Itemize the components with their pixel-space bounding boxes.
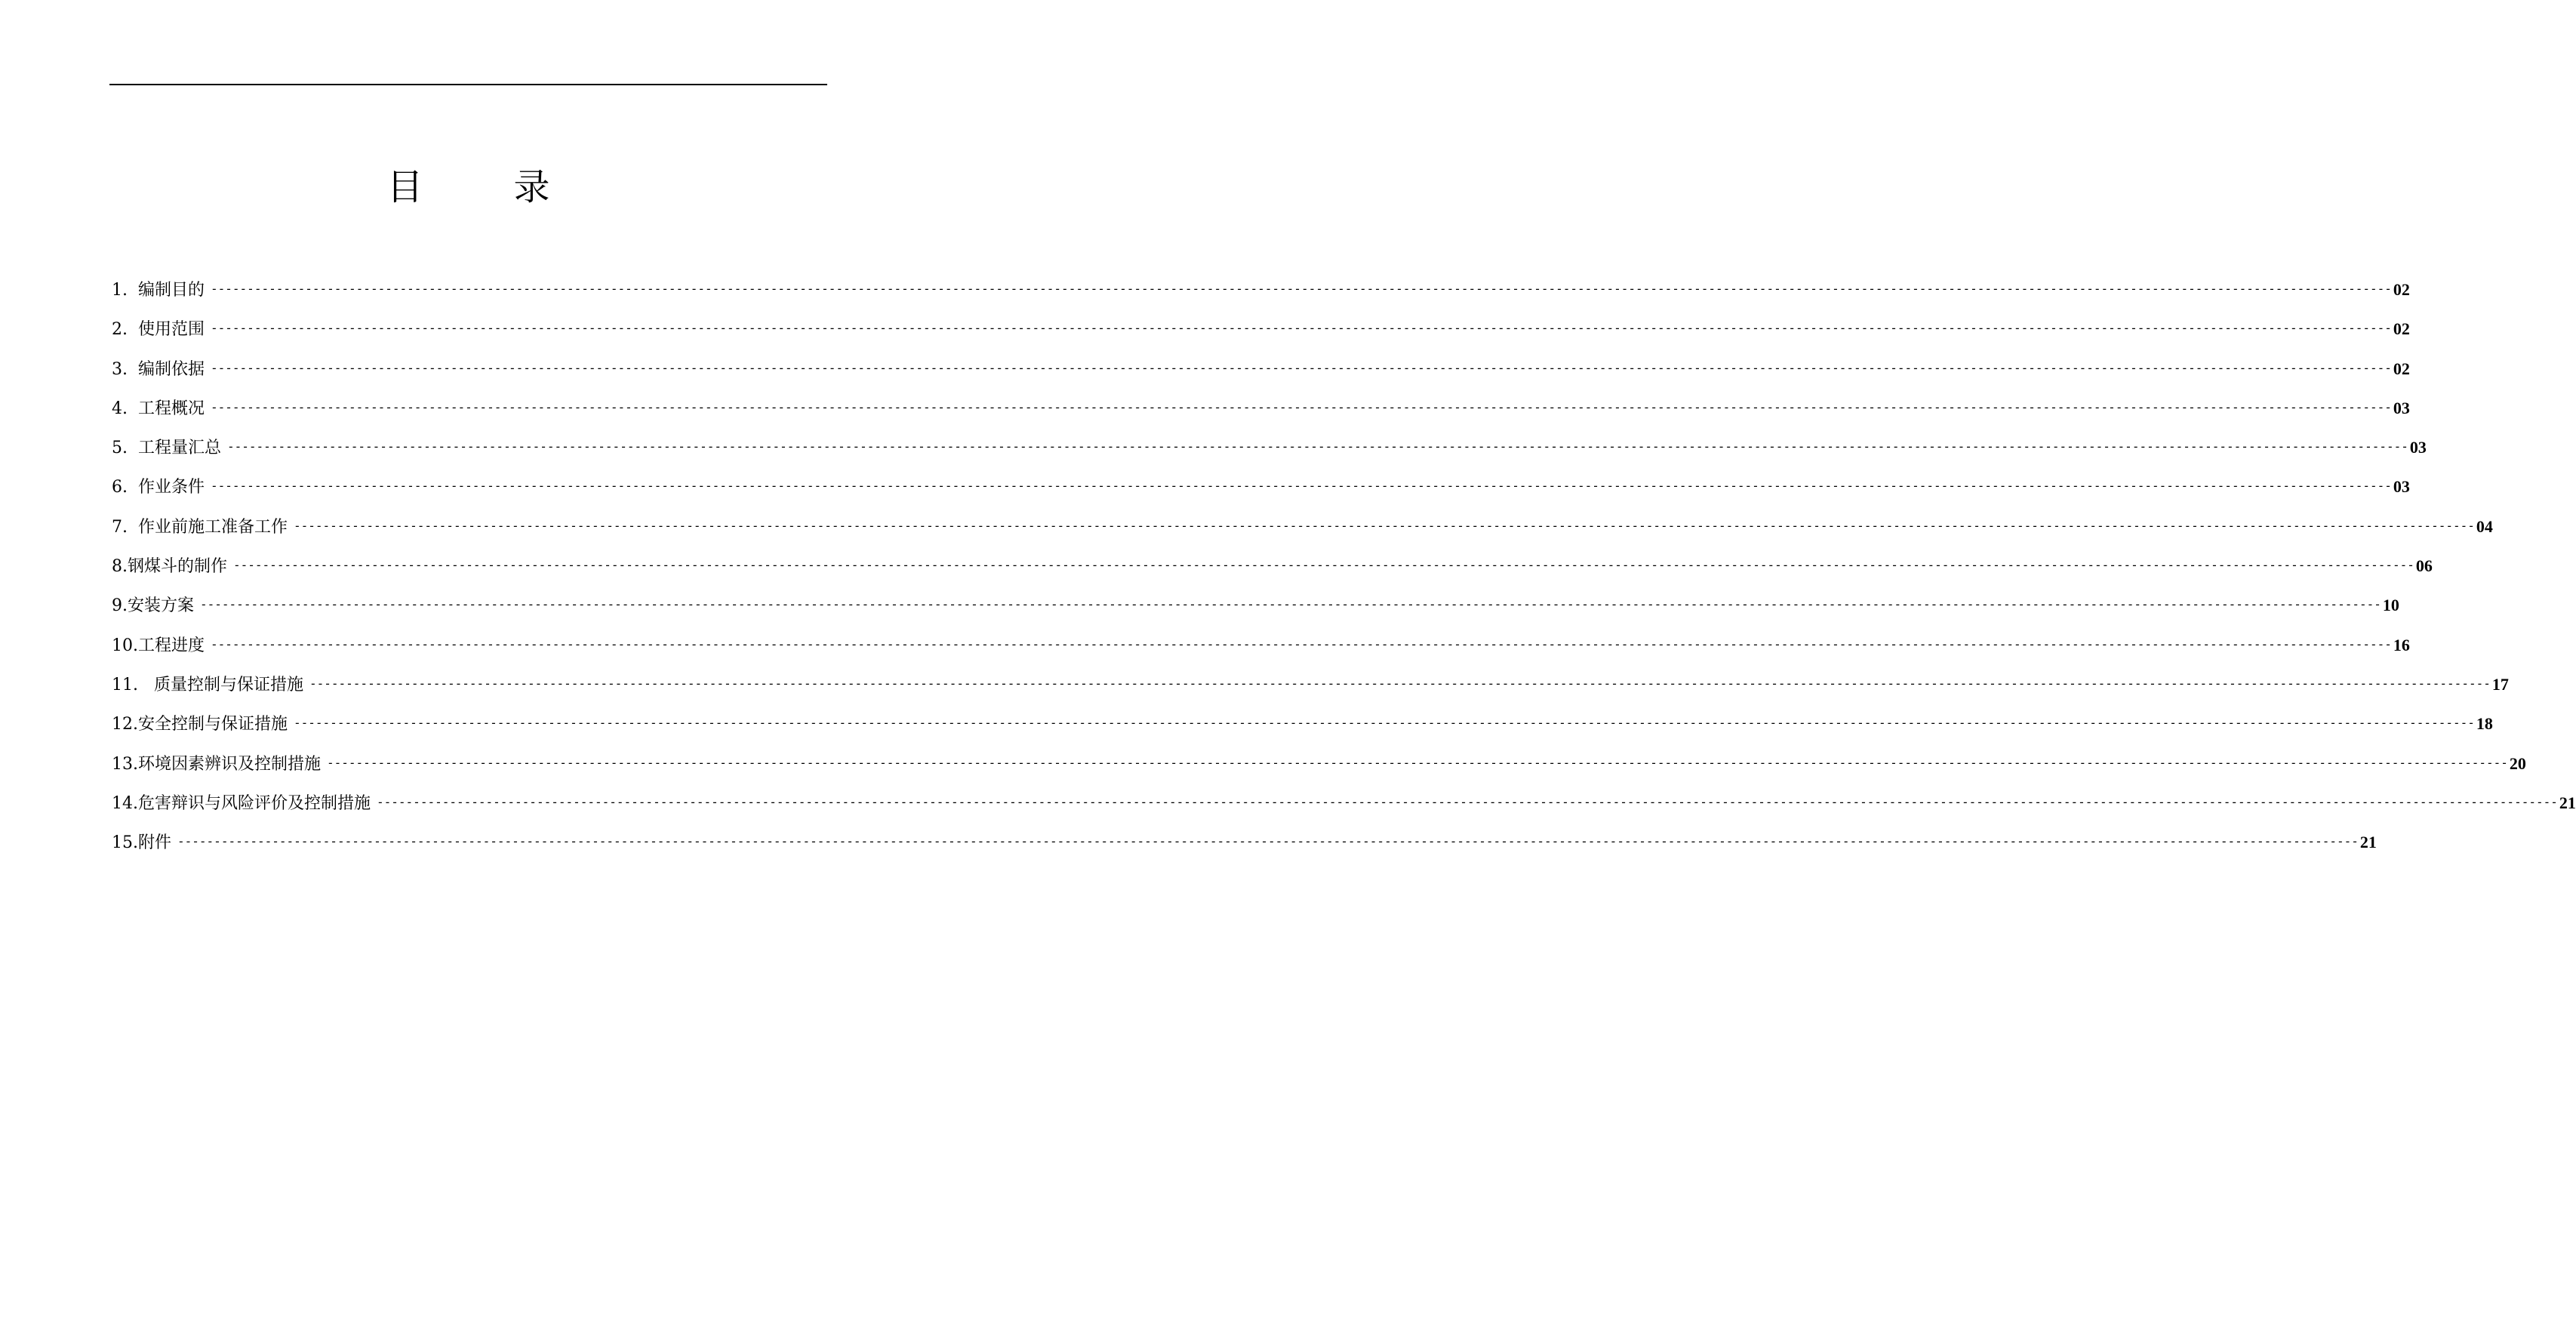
toc-entry-page-number: 03 — [2393, 398, 2410, 417]
toc-entry-page-number: 06 — [2415, 556, 2433, 576]
toc-entry-label: 工程进度 — [138, 636, 205, 655]
toc-entry-label: 危害辩识与风险评价及控制措施 — [138, 793, 371, 813]
toc-entry-spacer — [128, 350, 138, 390]
toc-leader-dashes: ------------------------------------------------------------------------------------------------------------------------------------------------------------------------------------------------------------------------------------------------------------------------------------------------------------ — [200, 597, 2381, 612]
toc-entry-page-number: 21 — [2559, 793, 2576, 812]
toc-leader-dashes: ------------------------------------------------------------------------------------------------------------------------------------------------------------------------------------------------------------------------------------------------------------------------------------------------------------ — [177, 834, 2359, 849]
toc-entry-page-number: 20 — [2509, 753, 2526, 773]
toc-leader-dashes: ------------------------------------------------------------------------------------------------------------------------------------------------------------------------------------------------------------------------------------------------------------------------------------------------------------ — [233, 558, 2414, 573]
toc-entry-number: 9. — [112, 596, 128, 616]
toc-entry-page-number: 02 — [2393, 359, 2410, 378]
toc-entry[interactable] — [112, 349, 2410, 389]
toc-entry-page-number: 16 — [2393, 635, 2410, 654]
toc-leader-dashes: ------------------------------------------------------------------------------------------------------------------------------------------------------------------------------------------------------------------------------------------------------------------------------------------------------------ — [227, 439, 2408, 454]
toc-entry-label: 使用范围 — [138, 320, 205, 340]
toc-entry[interactable] — [112, 704, 2493, 744]
toc-leader-dashes: ------------------------------------------------------------------------------------------------------------------------------------------------------------------------------------------------------------------------------------------------------------------------------------------------------------ — [211, 636, 2392, 651]
toc-entry-spacer — [128, 429, 138, 468]
toc-entry-page-number: 18 — [2476, 714, 2493, 734]
toc-leader-dashes: ------------------------------------------------------------------------------------------------------------------------------------------------------------------------------------------------------------------------------------------------------------------------------------------------------------ — [327, 755, 2508, 770]
toc-leader-dashes: ------------------------------------------------------------------------------------------------------------------------------------------------------------------------------------------------------------------------------------------------------------------------------------------------------------ — [294, 518, 2475, 533]
toc-entry[interactable] — [112, 507, 2493, 547]
toc-entry-number: 4. — [112, 399, 128, 418]
toc-entry-label: 钢煤斗的制作 — [128, 557, 228, 577]
toc-entry[interactable] — [112, 547, 2433, 586]
toc-entry-spacer — [128, 390, 138, 429]
toc-entry-spacer — [138, 666, 154, 705]
toc-entry-number: 1. — [112, 281, 128, 300]
toc-entry-label: 安全控制与保证措施 — [138, 715, 288, 734]
toc-entry[interactable] — [112, 784, 2576, 823]
toc-entry-number: 12. — [112, 715, 138, 734]
toc-entry[interactable] — [112, 389, 2410, 428]
table-of-contents — [112, 270, 2576, 862]
toc-entry-spacer — [128, 271, 138, 310]
toc-entry-number: 7. — [112, 517, 128, 537]
toc-entry[interactable] — [112, 467, 2410, 507]
toc-entry[interactable] — [112, 626, 2410, 665]
toc-entry-label: 环境因素辨识及控制措施 — [138, 754, 322, 774]
toc-entry-label: 编制目的 — [138, 281, 205, 300]
toc-entry-label: 安装方案 — [128, 596, 195, 616]
toc-entry-spacer — [128, 508, 138, 547]
toc-leader-dashes: ------------------------------------------------------------------------------------------------------------------------------------------------------------------------------------------------------------------------------------------------------------------------------------------------------------ — [211, 282, 2392, 296]
toc-entry-number: 13. — [112, 754, 138, 774]
toc-entry[interactable] — [112, 428, 2427, 467]
toc-entry-label: 质量控制与保证措施 — [153, 675, 303, 694]
toc-leader-dashes: ------------------------------------------------------------------------------------------------------------------------------------------------------------------------------------------------------------------------------------------------------------------------------------------------------------ — [211, 479, 2392, 494]
toc-entry-page-number: 17 — [2491, 674, 2509, 694]
page-title — [0, 165, 937, 210]
toc-leader-dashes: ------------------------------------------------------------------------------------------------------------------------------------------------------------------------------------------------------------------------------------------------------------------------------------------------------------ — [377, 794, 2558, 809]
toc-entry[interactable] — [112, 270, 2410, 309]
toc-entry-page-number: 03 — [2393, 477, 2410, 497]
toc-entry-number: 6. — [112, 478, 128, 497]
toc-entry-page-number: 10 — [2382, 596, 2399, 615]
toc-entry[interactable] — [112, 665, 2509, 704]
toc-leader-dashes: ------------------------------------------------------------------------------------------------------------------------------------------------------------------------------------------------------------------------------------------------------------------------------------------------------------ — [309, 676, 2491, 691]
toc-leader-dashes: ------------------------------------------------------------------------------------------------------------------------------------------------------------------------------------------------------------------------------------------------------------------------------------------------------------ — [211, 360, 2392, 375]
toc-entry-number: 15. — [112, 833, 138, 853]
toc-entry-page-number: 03 — [2409, 438, 2427, 457]
title-char-1: 目 — [386, 166, 423, 208]
toc-entry[interactable] — [112, 586, 2399, 625]
toc-entry-number: 14. — [112, 793, 138, 813]
toc-entry-label: 附件 — [138, 833, 172, 853]
toc-entry-spacer — [128, 468, 138, 507]
header-rule — [109, 84, 827, 85]
toc-entry-number: 10. — [112, 636, 138, 655]
toc-entry-number: 2. — [112, 320, 128, 340]
toc-entry-page-number: 02 — [2393, 319, 2410, 339]
toc-entry[interactable] — [112, 744, 2526, 784]
toc-entry-number: 11. — [112, 675, 138, 694]
toc-entry[interactable] — [112, 823, 2377, 862]
toc-entry-label: 工程概况 — [138, 399, 205, 418]
toc-entry-page-number: 02 — [2393, 280, 2410, 299]
toc-entry-label: 编制依据 — [138, 359, 205, 379]
toc-entry-label: 作业条件 — [138, 478, 205, 497]
toc-entry-label: 工程量汇总 — [138, 439, 222, 458]
toc-entry-number: 5. — [112, 439, 128, 458]
toc-entry-number: 8. — [112, 557, 128, 577]
toc-entry-number: 3. — [112, 359, 128, 379]
toc-entry-label: 作业前施工准备工作 — [138, 517, 288, 537]
title-char-2: 录 — [513, 166, 550, 208]
toc-leader-dashes: ------------------------------------------------------------------------------------------------------------------------------------------------------------------------------------------------------------------------------------------------------------------------------------------------------------ — [211, 399, 2392, 414]
toc-leader-dashes: ------------------------------------------------------------------------------------------------------------------------------------------------------------------------------------------------------------------------------------------------------------------------------------------------------------ — [294, 716, 2475, 731]
toc-leader-dashes: ------------------------------------------------------------------------------------------------------------------------------------------------------------------------------------------------------------------------------------------------------------------------------------------------------------ — [211, 321, 2392, 336]
toc-entry-page-number: 21 — [2359, 833, 2377, 852]
toc-entry-spacer — [128, 310, 138, 349]
toc-entry[interactable] — [112, 309, 2410, 349]
toc-entry-page-number: 04 — [2476, 516, 2493, 536]
